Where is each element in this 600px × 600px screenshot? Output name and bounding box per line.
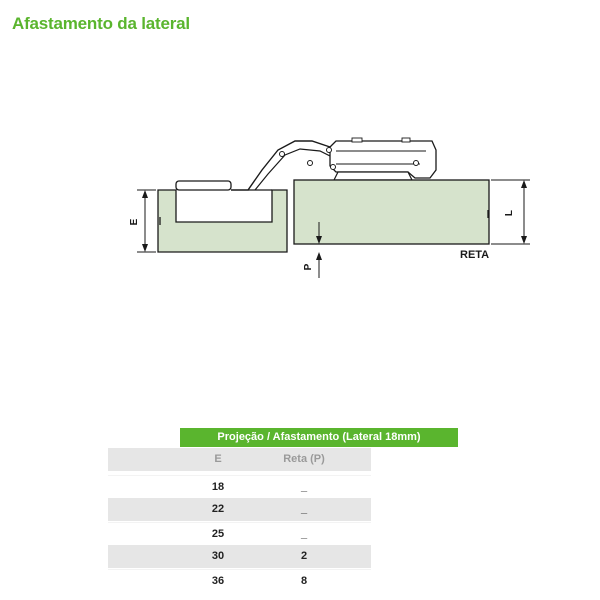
cell-e: 18 — [211, 481, 225, 493]
cell-e: 30 — [211, 550, 225, 562]
dimension-label-e: E — [129, 218, 140, 226]
cell-p: _ — [300, 481, 308, 493]
table-row — [108, 475, 371, 499]
table-row — [108, 522, 371, 546]
column-header-reta: Reta (P) — [283, 453, 325, 465]
table-row — [108, 569, 371, 593]
cell-p: _ — [300, 528, 308, 540]
table-row — [108, 545, 371, 568]
dimension-label-p: P — [303, 263, 314, 271]
page-title: Afastamento da lateral — [12, 14, 190, 33]
cell-p: 2 — [300, 550, 308, 562]
reta-label: RETA — [460, 249, 490, 261]
table-row — [108, 498, 371, 521]
table-header: Projeção / Afastamento (Lateral 18mm) — [180, 428, 458, 447]
cell-e: 22 — [211, 503, 225, 515]
column-header-e: E — [214, 453, 222, 465]
table-column-header-row — [108, 448, 371, 471]
cell-p: _ — [300, 503, 308, 515]
cell-e: 36 — [211, 575, 225, 587]
cell-p: 8 — [300, 575, 308, 587]
dimension-label-l: L — [504, 209, 515, 217]
cell-e: 25 — [211, 528, 225, 540]
